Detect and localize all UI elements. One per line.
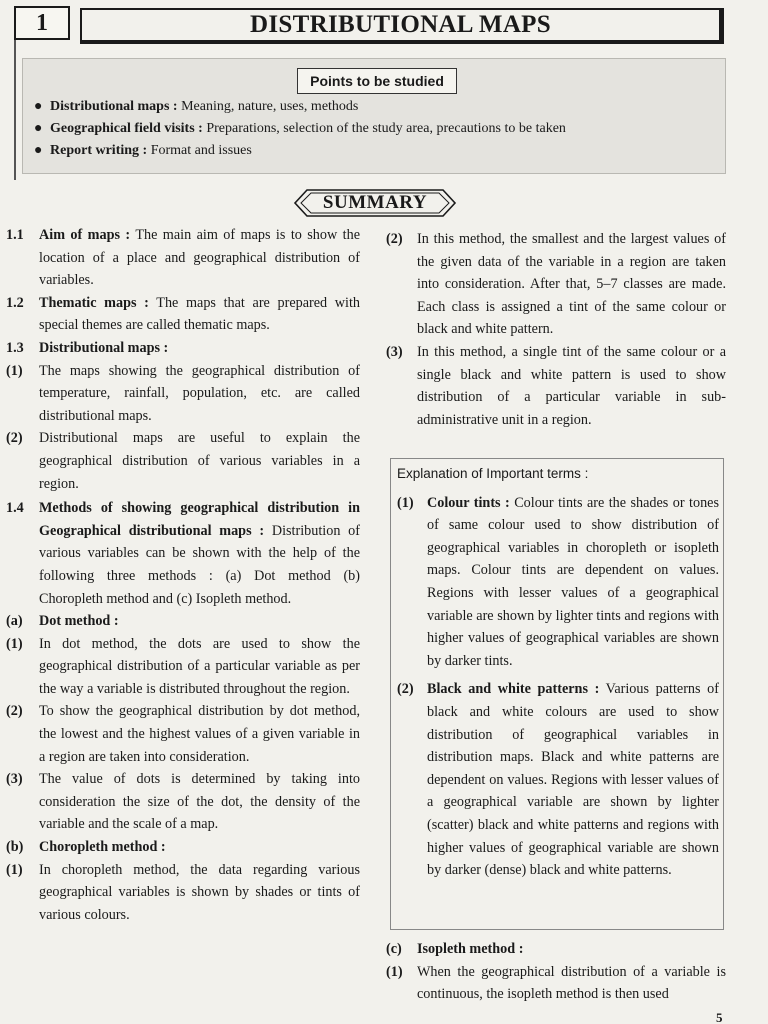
points-term: Geographical field visits : [50,121,203,136]
points-text: Format and issues [147,143,252,158]
item-number: (3) [6,771,23,788]
bullet-icon: ● [34,99,43,114]
list-item [386,961,726,1006]
points-text: Preparations, selection of the study area, precautions to be taken [202,121,566,136]
item-text: Distributional maps are useful to explain the geographical distribution of various variables in a region. [39,430,360,492]
list-item [6,700,360,768]
points-text: Meaning, nature, uses, methods [177,99,359,114]
page-number: 5 [716,1010,723,1024]
summary-point [6,497,360,610]
method-title: Isopleth method : [417,941,524,957]
method-letter: (c) [386,941,402,957]
item-number: (2) [6,703,23,720]
item-number: (1) [6,635,23,652]
points-term: Distributional maps : [50,99,178,114]
term-number: (1) [397,494,414,511]
summary-banner [293,188,457,218]
point-number: 1.4 [6,500,24,517]
term-text: Colour tints are the shades or tones of same colour used to show distribution of geographical variables in choropleth or isopleth maps. Colour tints are dependent on values. Regions with lesser values of a geographical variable are shown by lighter tints and regions with higher values of geographical variables are shown by darker tints. [427,494,720,669]
right-column [386,228,726,431]
method-title: Choropleth method : [39,839,166,856]
item-number: (1) [386,963,403,980]
summary-point [6,292,360,337]
left-column [6,224,360,926]
term-item [397,492,719,673]
point-number: 1.1 [6,227,24,243]
summary-point [6,337,360,360]
chapter-title: DISTRIBUTIONAL MAPS [80,8,724,44]
points-list [34,96,566,162]
method-heading [6,610,360,633]
item-text: In this method, a single tint of the same colour or a single black and white pattern is used to show distribution of a particular variable in sub-administrative unit in a region. [417,343,726,428]
term-text: Various patterns of black and white colours are used to show distribution of geographical variables in distribution maps. Black and white patterns are dependent on values. Regions with lesser values of a geographical variable are shown by lighter (scatter) black and white patterns and regions with higher values of geographical variable are shown by darker (dense) black and white patterns. [427,681,719,879]
item-number: (2) [6,430,23,447]
method-title: Dot method : [39,613,119,630]
explanation-heading: Explanation of Important terms : [397,466,589,481]
method-letter: (a) [6,613,23,630]
list-item [6,633,360,701]
point-number: 1.2 [6,294,24,311]
point-lead: Aim of maps : [39,227,131,243]
points-item [34,96,566,118]
term-item [397,678,719,881]
method-letter: (b) [6,839,24,856]
point-text: The main aim of maps is to show the location of a place and geographical distribution of variables. [39,227,360,289]
item-text: The value of dots is determined by taking into consideration the size of the dot, the density of the variable and the scale of a map. [39,771,360,833]
summary-point [6,224,360,292]
points-heading: Points to be studied [297,68,457,94]
term-number: (2) [397,681,414,698]
item-number: (2) [386,231,403,247]
explanation-box [390,458,724,930]
point-number: 1.3 [6,339,24,356]
chapter-number: 1 [14,6,70,40]
bullet-icon: ● [34,143,43,158]
summary-label: SUMMARY [322,192,428,213]
item-text: In choropleth method, the data regarding various geographical variables is shown by shades or tints of various colours. [39,861,360,923]
item-number: (3) [386,343,403,360]
list-item [386,341,726,431]
method-heading [386,938,726,961]
list-item [386,228,726,341]
item-text: In this method, the smallest and the largest values of the given data of the variable in a region are taken into consideration. After that, 5–7 classes are made. Each class is assigned a tint of the same colour or black and white pattern. [417,231,726,338]
item-number: (1) [6,362,23,379]
point-lead: Distributional maps : [39,339,169,356]
points-term: Report writing : [50,143,148,158]
point-lead: Methods of showing geographical distribution in Geographical distributional maps : [39,500,360,539]
point-lead: Thematic maps : [39,294,149,311]
term-lead: Colour tints : [427,494,510,511]
points-item [34,118,566,140]
list-item [6,859,360,927]
list-item [6,427,360,495]
term-lead: Black and white patterns : [427,681,600,698]
item-text: The maps showing the geographical distribution of temperature, rainfall, population, etc. are called distributional maps. [39,362,360,424]
margin-rule [14,40,16,180]
points-item [34,140,566,162]
explanation-content [397,463,719,882]
item-text: To show the geographical distribution by dot method, the lowest and the highest values of a given variable in a region are taken into consideration. [39,703,360,765]
item-number: (1) [6,861,23,878]
point-text: Distribution of various variables can be shown with the help of the following three methods : (a) Dot method (b) Choropleth method and (c) Isopleth method. [39,522,360,607]
item-text: When the geographical distribution of a variable is continuous, the isopleth method is then used [417,963,726,1003]
bullet-icon: ● [34,121,43,136]
list-item [6,768,360,836]
list-item [6,360,360,428]
method-heading [6,836,360,859]
item-text: In dot method, the dots are used to show the geographical distribution of a particular variable as per the way a variable is distributed throughout the region. [39,635,360,697]
point-text: The maps that are prepared with special themes are called thematic maps. [39,294,361,334]
isopleth-section [386,938,726,1006]
